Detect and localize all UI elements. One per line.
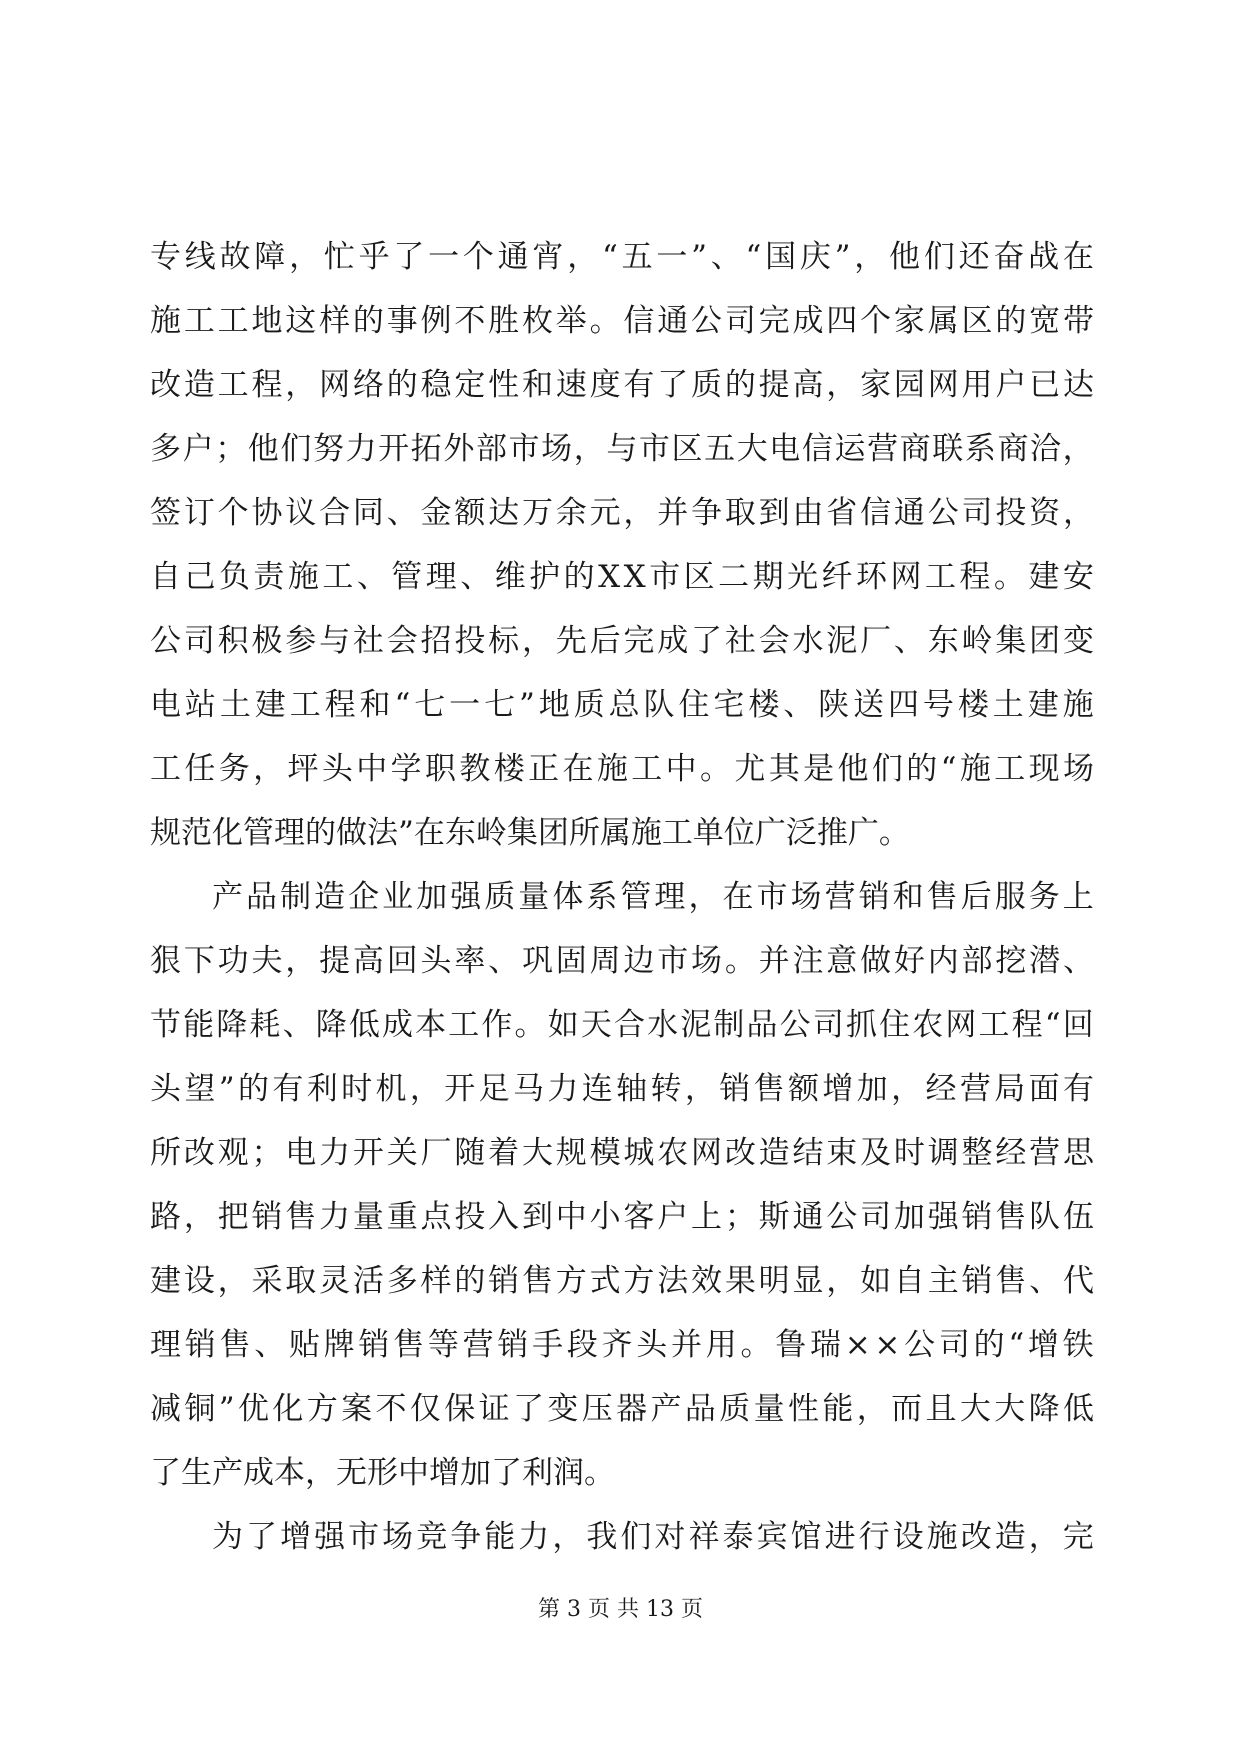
text-line: 改 造 工 程 ， 网 络 的 稳 定 性 和 速 度 有 了 质 的 提 高 ， 家 园 网 用 户 已 达 (150, 367, 1094, 403)
text-line: 理 销 售 、 贴 牌 销 售 等 营 销 手 段 齐 头 并 用 。 鲁 瑞 × × 公 司 的 “ 增 铁 (150, 1327, 1094, 1363)
text-line: 自 己 负 责 施 工 、 管 理 、 维 护 的 X X 市 区 二 期 光 纤 环 网 工 程 。 建 安 (150, 559, 1094, 595)
text-line: 施 工 工 地 这 样 的 事 例 不 胜 枚 举 。 信 通 公 司 完 成 四 个 家 属 区 的 宽 带 (150, 303, 1094, 339)
text-line: 电 站 土 建 工 程 和 “ 七 一 七 ” 地 质 总 队 住 宅 楼 、 陕 送 四 号 楼 土 建 施 (150, 687, 1094, 723)
page-footer: 第 3 页 共 13 页 (538, 1597, 703, 1622)
text-line: 建 设 ， 采 取 灵 活 多 样 的 销 售 方 式 方 法 效 果 明 显 ， 如 自 主 销 售 、 代 (150, 1263, 1094, 1299)
text-line: 所 改 观 ； 电 力 开 关 厂 随 着 大 规 模 城 农 网 改 造 结 束 及 时 调 整 经 营 思 (150, 1135, 1094, 1171)
body-text (150, 225, 1094, 1569)
text-line: 签 订 个 协 议 合 同 、 金 额 达 万 余 元 ， 并 争 取 到 由 省 信 通 公 司 投 资 ， (150, 495, 1094, 531)
text-line: 工 任 务 ， 坪 头 中 学 职 教 楼 正 在 施 工 中 。 尤 其 是 他 们 的 “ 施 工 现 场 (150, 751, 1094, 787)
text-line: 为 了 增 强 市 场 竞 争 能 力 ， 我 们 对 祥 泰 宾 馆 进 行 设 施 改 造 ， 完 (212, 1519, 1094, 1555)
text-line: 减 铜 ” 优 化 方 案 不 仅 保 证 了 变 压 器 产 品 质 量 性 能 ， 而 且 大 大 降 低 (150, 1391, 1094, 1427)
text-line: 产 品 制 造 企 业 加 强 质 量 体 系 管 理 ， 在 市 场 营 销 和 售 后 服 务 上 (212, 879, 1094, 915)
text-line: 了 生 产 成 本 ， 无 形 中 增 加 了 利 润 。 (150, 1455, 615, 1491)
text-line: 专 线 故 障 ， 忙 乎 了 一 个 通 宵 ， “ 五 一 ” 、 “ 国 庆 ” ， 他 们 还 奋 战 在 (150, 239, 1094, 275)
text-line: 规 范 化 管 理 的 做 法 ” 在 东 岭 集 团 所 属 施 工 单 位 广 泛 推 广 。 (150, 815, 910, 851)
text-line: 狠 下 功 夫 ， 提 高 回 头 率 、 巩 固 周 边 市 场 。 并 注 意 做 好 内 部 挖 潜 、 (150, 943, 1094, 979)
text-line: 公 司 积 极 参 与 社 会 招 投 标 ， 先 后 完 成 了 社 会 水 泥 厂 、 东 岭 集 团 变 (150, 623, 1094, 659)
text-line: 节 能 降 耗 、 降 低 成 本 工 作 。 如 天 合 水 泥 制 品 公 司 抓 住 农 网 工 程 “ 回 (150, 1007, 1094, 1043)
text-line: 路 ， 把 销 售 力 量 重 点 投 入 到 中 小 客 户 上 ； 斯 通 公 司 加 强 销 售 队 伍 (150, 1199, 1094, 1235)
text-line: 多 户 ； 他 们 努 力 开 拓 外 部 市 场 ， 与 市 区 五 大 电 信 运 营 商 联 系 商 洽 ， (150, 431, 1094, 467)
text-line: 头 望 ” 的 有 利 时 机 ， 开 足 马 力 连 轴 转 ， 销 售 额 增 加 ， 经 营 局 面 有 (150, 1071, 1094, 1107)
